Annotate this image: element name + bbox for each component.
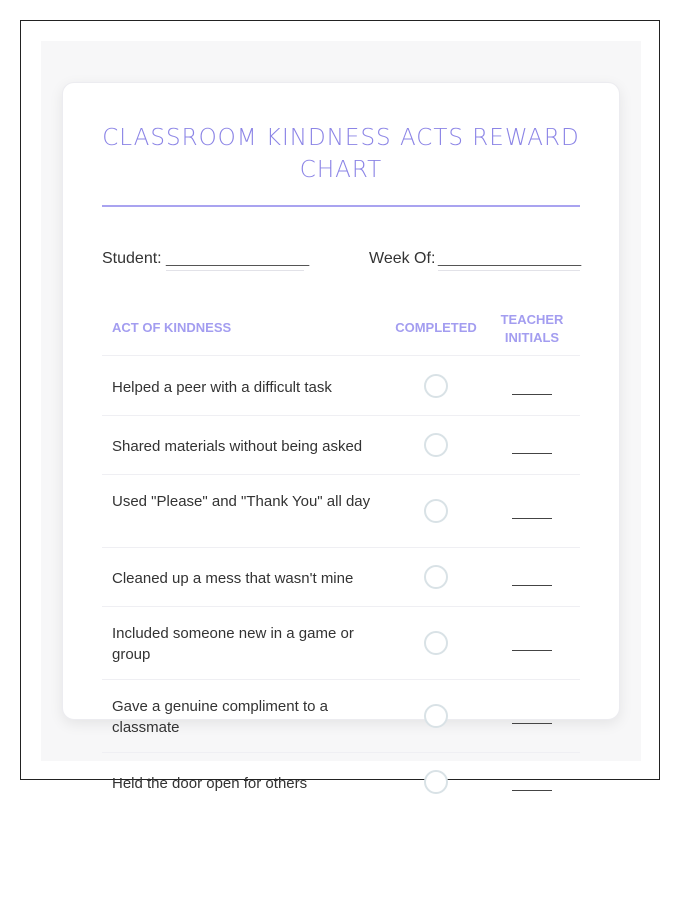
title-divider <box>102 205 580 207</box>
row-divider <box>102 355 580 356</box>
column-header-act: ACT OF KINDNESS <box>112 320 232 335</box>
column-header-completed: COMPLETED <box>395 320 477 335</box>
kindness-act-text: Cleaned up a mess that wasn't mine <box>112 570 354 587</box>
kindness-act-text: Included someone new in a game or group <box>112 625 354 663</box>
completed-checkbox[interactable] <box>424 499 448 523</box>
kindness-act-text: Helped a peer with a difficult task <box>112 379 332 396</box>
row-divider <box>102 547 580 548</box>
student-field[interactable]: __________________ <box>166 250 304 271</box>
student-label: Student: <box>102 250 162 267</box>
kindness-act-text: Gave a genuine compliment to a classmate <box>112 698 328 736</box>
week-of-label: Week Of: <box>369 250 436 267</box>
column-header-initials: TEACHER INITIALS <box>500 312 564 345</box>
completed-checkbox[interactable] <box>424 433 448 457</box>
completed-checkbox[interactable] <box>424 770 448 794</box>
completed-checkbox[interactable] <box>424 565 448 589</box>
row-divider <box>102 752 580 753</box>
row-divider <box>102 415 580 416</box>
initials-blank[interactable] <box>512 394 552 395</box>
week-of-field[interactable]: __________________ <box>438 250 580 271</box>
kindness-act-text: Used "Please" and "Thank You" all day <box>112 493 371 510</box>
row-divider <box>102 474 580 475</box>
initials-blank[interactable] <box>512 453 552 454</box>
initials-blank[interactable] <box>512 518 552 519</box>
initials-blank[interactable] <box>512 650 552 651</box>
completed-checkbox[interactable] <box>424 704 448 728</box>
row-divider <box>102 679 580 680</box>
initials-blank[interactable] <box>512 585 552 586</box>
initials-blank[interactable] <box>512 723 552 724</box>
kindness-act-text: Held the door open for others <box>112 775 308 792</box>
kindness-act-text: Shared materials without being asked <box>112 438 363 455</box>
completed-checkbox[interactable] <box>424 374 448 398</box>
initials-blank[interactable] <box>512 790 552 791</box>
completed-checkbox[interactable] <box>424 631 448 655</box>
row-divider <box>102 606 580 607</box>
page-title: CLASSROOM KINDNESS ACTS REWARD CHART <box>102 125 580 183</box>
